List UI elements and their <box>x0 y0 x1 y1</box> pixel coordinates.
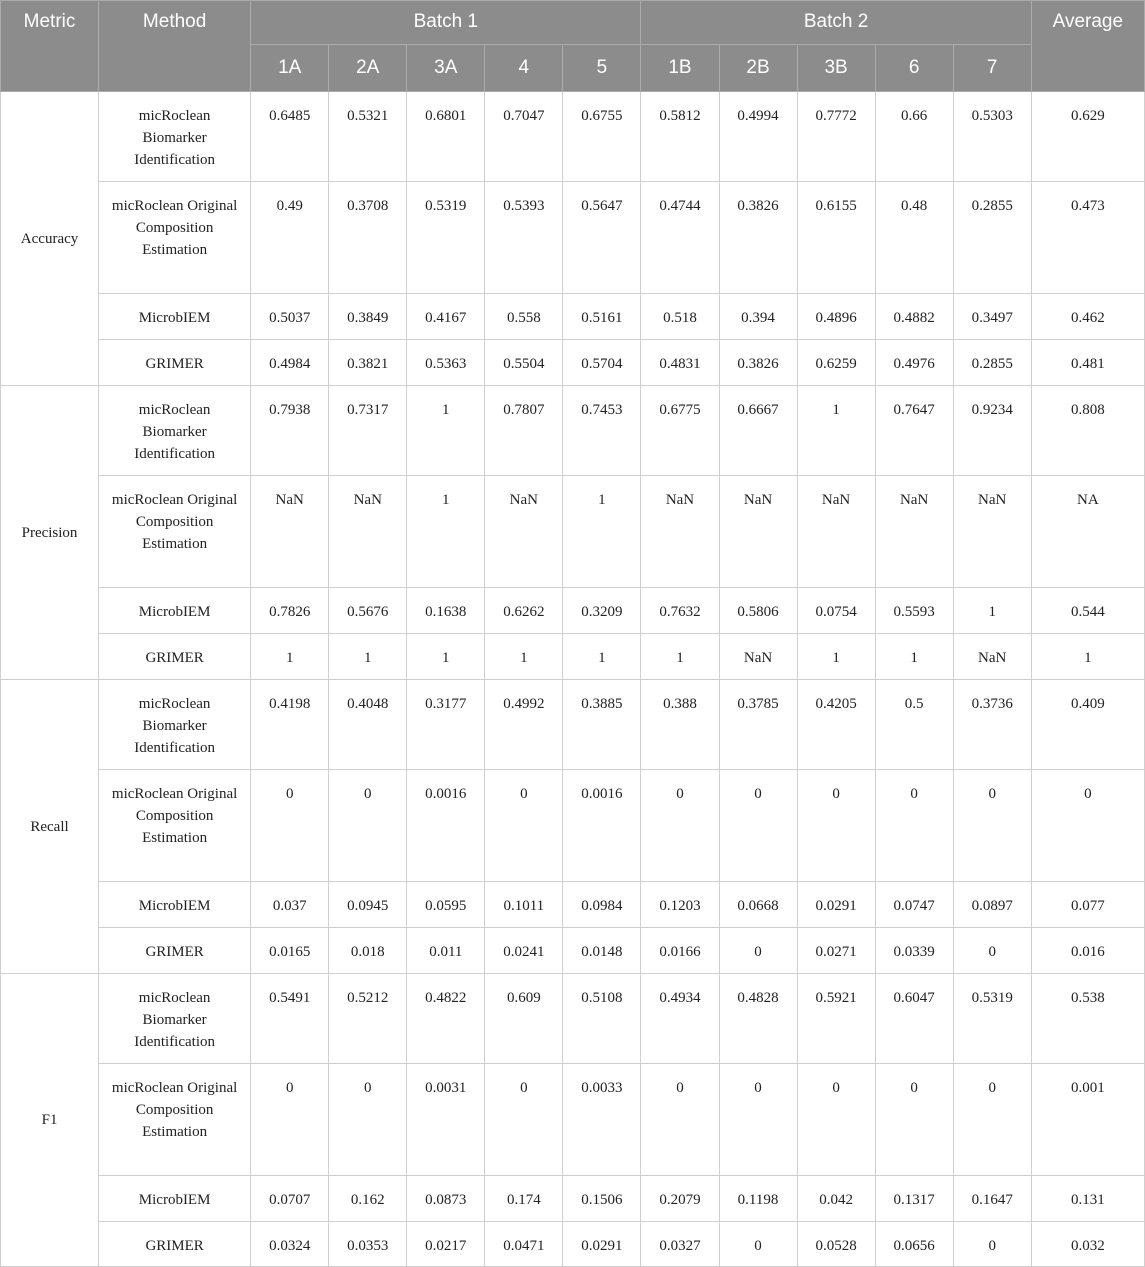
value-cell: 0.5037 <box>251 294 329 340</box>
method-label: GRIMER <box>99 1222 251 1267</box>
value-cell: 1 <box>329 634 407 680</box>
value-cell: 0.0166 <box>641 928 719 974</box>
method-label: GRIMER <box>99 340 251 386</box>
metric-label: Precision <box>1 386 99 680</box>
value-cell: 0.0324 <box>251 1222 329 1267</box>
value-cell: 0.4828 <box>719 974 797 1064</box>
value-cell: 1 <box>407 386 485 476</box>
header-sample: 1A <box>251 45 329 92</box>
value-cell: NaN <box>329 476 407 588</box>
value-cell: 0.0291 <box>797 882 875 928</box>
method-label: GRIMER <box>99 634 251 680</box>
value-cell: 0 <box>953 928 1031 974</box>
method-label: MicrobIEM <box>99 294 251 340</box>
value-cell: NaN <box>953 634 1031 680</box>
average-cell: 0.481 <box>1031 340 1144 386</box>
value-cell: 0.5676 <box>329 588 407 634</box>
value-cell: 0.0016 <box>563 770 641 882</box>
value-cell: 0 <box>953 1064 1031 1176</box>
value-cell: 0.4822 <box>407 974 485 1064</box>
value-cell: 0.0241 <box>485 928 563 974</box>
value-cell: 0.3736 <box>953 680 1031 770</box>
value-cell: 0 <box>953 1222 1031 1267</box>
value-cell: 0 <box>875 1064 953 1176</box>
value-cell: 0.5 <box>875 680 953 770</box>
table-row <box>1 340 1145 386</box>
table-row <box>1 974 1145 1064</box>
value-cell: 0.018 <box>329 928 407 974</box>
table-row <box>1 588 1145 634</box>
header-sample: 2B <box>719 45 797 92</box>
table-row <box>1 476 1145 588</box>
header-sample: 3A <box>407 45 485 92</box>
value-cell: 0.0327 <box>641 1222 719 1267</box>
header-metric: Metric <box>1 1 99 92</box>
table-row <box>1 634 1145 680</box>
method-label: GRIMER <box>99 928 251 974</box>
value-cell: 0 <box>485 770 563 882</box>
value-cell: 0.0897 <box>953 882 1031 928</box>
value-cell: 0.5319 <box>953 974 1031 1064</box>
value-cell: 0.5921 <box>797 974 875 1064</box>
table-row <box>1 294 1145 340</box>
table-row <box>1 1064 1145 1176</box>
value-cell: 0.5704 <box>563 340 641 386</box>
value-cell: 0 <box>641 1064 719 1176</box>
average-cell: 0.538 <box>1031 974 1144 1064</box>
metric-label: Recall <box>1 680 99 974</box>
value-cell: 0.2079 <box>641 1176 719 1222</box>
table-row <box>1 182 1145 294</box>
value-cell: NaN <box>485 476 563 588</box>
value-cell: 0.49 <box>251 182 329 294</box>
metric-label: F1 <box>1 974 99 1267</box>
value-cell: 0.0031 <box>407 1064 485 1176</box>
value-cell: 0.4994 <box>719 92 797 182</box>
header-sample: 3B <box>797 45 875 92</box>
value-cell: 0.5212 <box>329 974 407 1064</box>
header-sample: 1B <box>641 45 719 92</box>
average-cell: 0.409 <box>1031 680 1144 770</box>
value-cell: 0 <box>485 1064 563 1176</box>
value-cell: 0.5806 <box>719 588 797 634</box>
value-cell: 1 <box>641 634 719 680</box>
value-cell: 0.0528 <box>797 1222 875 1267</box>
value-cell: 1 <box>407 476 485 588</box>
value-cell: 0.0873 <box>407 1176 485 1222</box>
value-cell: 0.1198 <box>719 1176 797 1222</box>
table-row <box>1 882 1145 928</box>
value-cell: 0.4882 <box>875 294 953 340</box>
value-cell: 0.5363 <box>407 340 485 386</box>
value-cell: 0.1638 <box>407 588 485 634</box>
value-cell: 0.0707 <box>251 1176 329 1222</box>
header-sample: 7 <box>953 45 1031 92</box>
value-cell: 0.0016 <box>407 770 485 882</box>
value-cell: 0.5593 <box>875 588 953 634</box>
value-cell: 0.0271 <box>797 928 875 974</box>
value-cell: 0 <box>329 770 407 882</box>
value-cell: NaN <box>719 634 797 680</box>
value-cell: 0.558 <box>485 294 563 340</box>
value-cell: 0.5491 <box>251 974 329 1064</box>
table-row <box>1 386 1145 476</box>
value-cell: 0.66 <box>875 92 953 182</box>
value-cell: 0.0339 <box>875 928 953 974</box>
value-cell: 0 <box>875 770 953 882</box>
value-cell: 0.6047 <box>875 974 953 1064</box>
method-label: MicrobIEM <box>99 1176 251 1222</box>
table-body <box>1 92 1145 1267</box>
value-cell: 0.0033 <box>563 1064 641 1176</box>
value-cell: 0.6667 <box>719 386 797 476</box>
value-cell: 0.6775 <box>641 386 719 476</box>
value-cell: 0.0656 <box>875 1222 953 1267</box>
value-cell: 0.6801 <box>407 92 485 182</box>
value-cell: 0.1203 <box>641 882 719 928</box>
header-sample: 2A <box>329 45 407 92</box>
average-cell: 0.131 <box>1031 1176 1144 1222</box>
method-label: MicrobIEM <box>99 882 251 928</box>
value-cell: NaN <box>797 476 875 588</box>
value-cell: 0.037 <box>251 882 329 928</box>
average-cell: NA <box>1031 476 1144 588</box>
method-label: micRoclean Biomarker Identification <box>99 680 251 770</box>
value-cell: 0 <box>251 770 329 882</box>
value-cell: 0 <box>719 770 797 882</box>
value-cell: NaN <box>719 476 797 588</box>
average-cell: 0.032 <box>1031 1222 1144 1267</box>
average-cell: 0.808 <box>1031 386 1144 476</box>
value-cell: 0.5319 <box>407 182 485 294</box>
value-cell: 0.5812 <box>641 92 719 182</box>
value-cell: 0.7047 <box>485 92 563 182</box>
value-cell: 0.0471 <box>485 1222 563 1267</box>
value-cell: 0.5321 <box>329 92 407 182</box>
value-cell: NaN <box>641 476 719 588</box>
method-label: micRoclean Original Composition Estimation <box>99 476 251 588</box>
value-cell: 0 <box>329 1064 407 1176</box>
value-cell: 1 <box>953 588 1031 634</box>
value-cell: 0.7632 <box>641 588 719 634</box>
average-cell: 0 <box>1031 770 1144 882</box>
value-cell: 0.0668 <box>719 882 797 928</box>
value-cell: 0.7772 <box>797 92 875 182</box>
value-cell: 0.48 <box>875 182 953 294</box>
method-label: micRoclean Biomarker Identification <box>99 974 251 1064</box>
value-cell: 0.0291 <box>563 1222 641 1267</box>
value-cell: 0.011 <box>407 928 485 974</box>
header-sample: 6 <box>875 45 953 92</box>
average-cell: 0.629 <box>1031 92 1144 182</box>
average-cell: 0.462 <box>1031 294 1144 340</box>
value-cell: 0.3708 <box>329 182 407 294</box>
value-cell: 0.5393 <box>485 182 563 294</box>
value-cell: 0.394 <box>719 294 797 340</box>
value-cell: 0 <box>641 770 719 882</box>
table-row <box>1 680 1145 770</box>
value-cell: 0.4992 <box>485 680 563 770</box>
header-batch-1: Batch 1 <box>251 1 641 45</box>
value-cell: 0.0165 <box>251 928 329 974</box>
value-cell: NaN <box>875 476 953 588</box>
value-cell: 0.4831 <box>641 340 719 386</box>
header-method: Method <box>99 1 251 92</box>
method-label: micRoclean Biomarker Identification <box>99 92 251 182</box>
value-cell: 0.2855 <box>953 340 1031 386</box>
value-cell: 0.5303 <box>953 92 1031 182</box>
value-cell: 0.0595 <box>407 882 485 928</box>
value-cell: 0.4048 <box>329 680 407 770</box>
value-cell: 0 <box>797 1064 875 1176</box>
average-cell: 0.544 <box>1031 588 1144 634</box>
value-cell: 0.1647 <box>953 1176 1031 1222</box>
value-cell: 0.0353 <box>329 1222 407 1267</box>
value-cell: 1 <box>797 634 875 680</box>
header-sample: 5 <box>563 45 641 92</box>
value-cell: 0.4167 <box>407 294 485 340</box>
value-cell: 0.6155 <box>797 182 875 294</box>
value-cell: 0.6262 <box>485 588 563 634</box>
value-cell: 0.2855 <box>953 182 1031 294</box>
value-cell: 0.6259 <box>797 340 875 386</box>
value-cell: 0.4198 <box>251 680 329 770</box>
table-row <box>1 1176 1145 1222</box>
value-cell: 0.1317 <box>875 1176 953 1222</box>
value-cell: 0.6755 <box>563 92 641 182</box>
average-cell: 0.016 <box>1031 928 1144 974</box>
value-cell: 0.5647 <box>563 182 641 294</box>
value-cell: 0.0754 <box>797 588 875 634</box>
value-cell: 0.388 <box>641 680 719 770</box>
value-cell: 0.0945 <box>329 882 407 928</box>
value-cell: 0.7938 <box>251 386 329 476</box>
value-cell: 0.7317 <box>329 386 407 476</box>
table-row <box>1 770 1145 882</box>
value-cell: 0 <box>953 770 1031 882</box>
value-cell: 0.7453 <box>563 386 641 476</box>
method-label: micRoclean Biomarker Identification <box>99 386 251 476</box>
method-label: micRoclean Original Composition Estimation <box>99 770 251 882</box>
table-row <box>1 1222 1145 1267</box>
value-cell: 1 <box>875 634 953 680</box>
value-cell: 0.3826 <box>719 182 797 294</box>
value-cell: 0.518 <box>641 294 719 340</box>
value-cell: 0.3177 <box>407 680 485 770</box>
value-cell: NaN <box>953 476 1031 588</box>
header-average: Average <box>1031 1 1144 92</box>
value-cell: 0.9234 <box>953 386 1031 476</box>
average-cell: 0.077 <box>1031 882 1144 928</box>
value-cell: 0.0217 <box>407 1222 485 1267</box>
value-cell: 0.4934 <box>641 974 719 1064</box>
method-label: micRoclean Original Composition Estimation <box>99 182 251 294</box>
method-label: MicrobIEM <box>99 588 251 634</box>
value-cell: 0.4984 <box>251 340 329 386</box>
value-cell: 1 <box>251 634 329 680</box>
value-cell: 0.0148 <box>563 928 641 974</box>
value-cell: 0.609 <box>485 974 563 1064</box>
value-cell: 0.0747 <box>875 882 953 928</box>
value-cell: 0.174 <box>485 1176 563 1222</box>
average-cell: 0.001 <box>1031 1064 1144 1176</box>
value-cell: 0.3885 <box>563 680 641 770</box>
value-cell: 0.3209 <box>563 588 641 634</box>
value-cell: 0 <box>797 770 875 882</box>
value-cell: 0.162 <box>329 1176 407 1222</box>
table-header <box>1 1 1145 92</box>
value-cell: 1 <box>485 634 563 680</box>
table-row <box>1 92 1145 182</box>
table-row <box>1 928 1145 974</box>
value-cell: 0.3497 <box>953 294 1031 340</box>
value-cell: 0.6485 <box>251 92 329 182</box>
value-cell: 0.7807 <box>485 386 563 476</box>
value-cell: 0 <box>251 1064 329 1176</box>
value-cell: 0.4976 <box>875 340 953 386</box>
average-cell: 0.473 <box>1031 182 1144 294</box>
value-cell: 0.1011 <box>485 882 563 928</box>
value-cell: 0.3849 <box>329 294 407 340</box>
value-cell: 0.5161 <box>563 294 641 340</box>
value-cell: 1 <box>563 634 641 680</box>
value-cell: 0.3785 <box>719 680 797 770</box>
value-cell: 0.4744 <box>641 182 719 294</box>
metric-label: Accuracy <box>1 92 99 386</box>
value-cell: 0.5504 <box>485 340 563 386</box>
value-cell: 0.3826 <box>719 340 797 386</box>
value-cell: 0.0984 <box>563 882 641 928</box>
value-cell: 0.042 <box>797 1176 875 1222</box>
value-cell: 0.3821 <box>329 340 407 386</box>
average-cell: 1 <box>1031 634 1144 680</box>
header-batch-2: Batch 2 <box>641 1 1031 45</box>
value-cell: NaN <box>251 476 329 588</box>
value-cell: 0.4205 <box>797 680 875 770</box>
value-cell: 0.7826 <box>251 588 329 634</box>
value-cell: 0 <box>719 1222 797 1267</box>
value-cell: 0.1506 <box>563 1176 641 1222</box>
value-cell: 0.7647 <box>875 386 953 476</box>
header-sample: 4 <box>485 45 563 92</box>
method-label: micRoclean Original Composition Estimation <box>99 1064 251 1176</box>
value-cell: 0.4896 <box>797 294 875 340</box>
value-cell: 0.5108 <box>563 974 641 1064</box>
value-cell: 0 <box>719 928 797 974</box>
value-cell: 0 <box>719 1064 797 1176</box>
value-cell: 1 <box>563 476 641 588</box>
value-cell: 1 <box>797 386 875 476</box>
value-cell: 1 <box>407 634 485 680</box>
